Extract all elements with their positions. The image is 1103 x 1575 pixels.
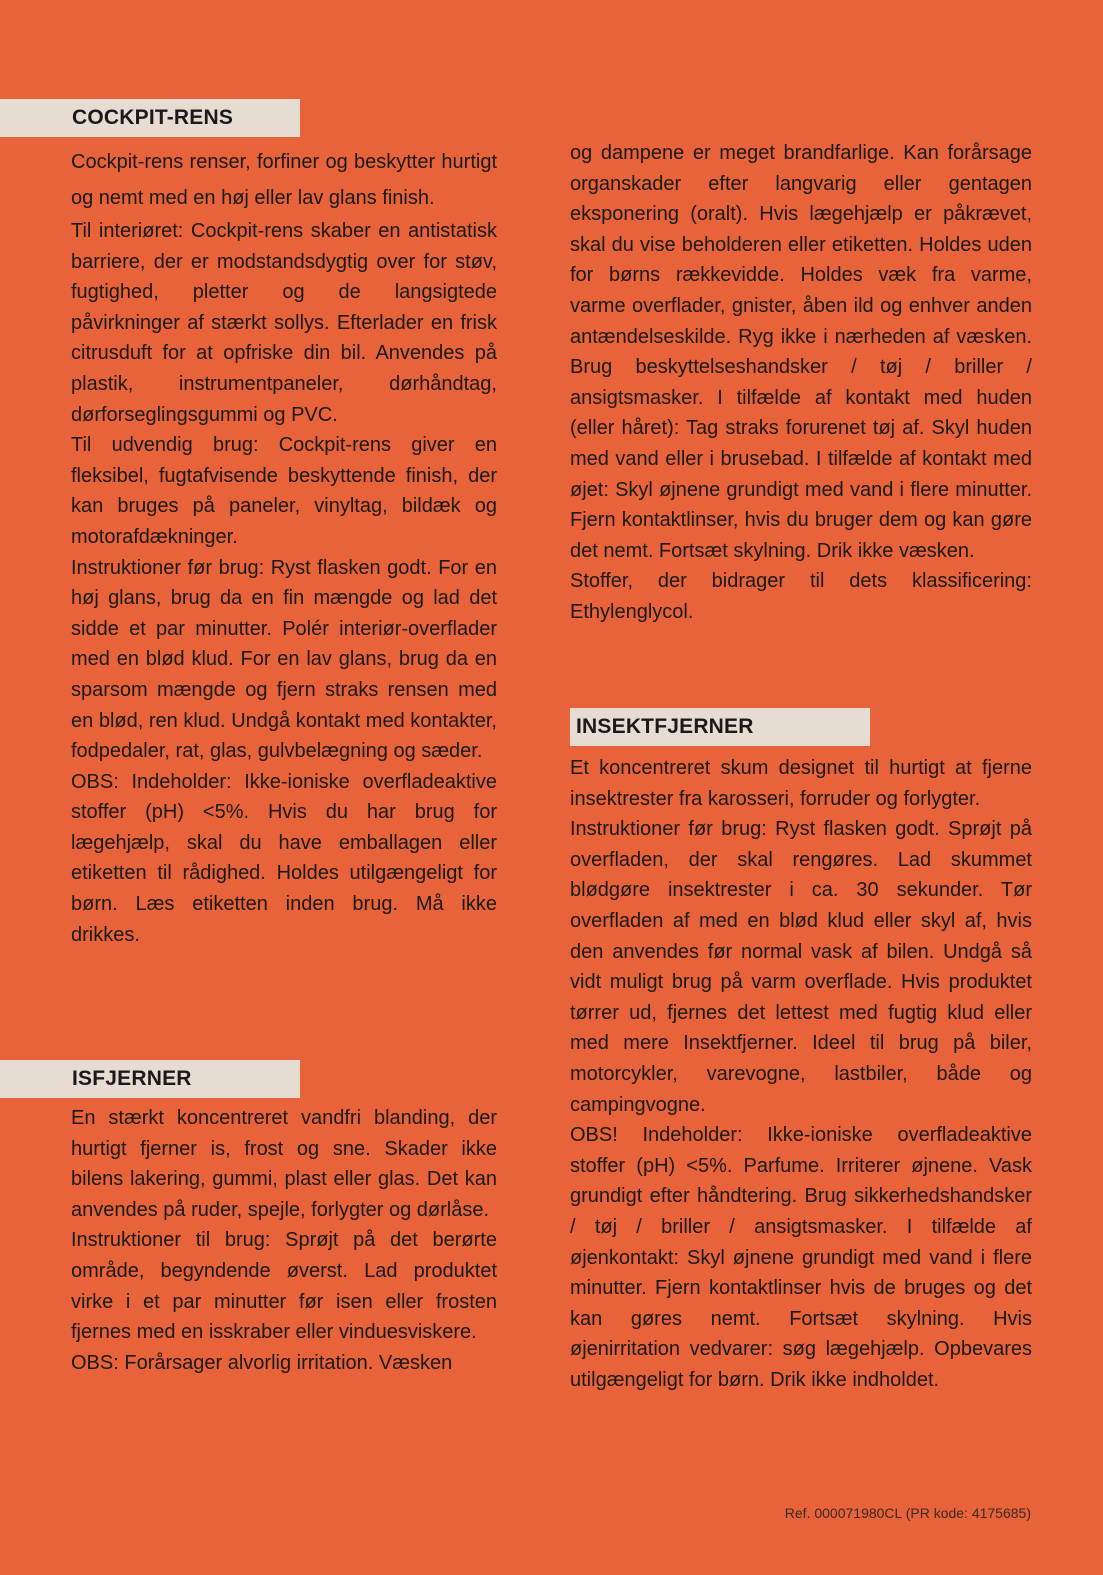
isfjerner-warning-start: OBS: Forårsager alvorlig irritation. Væsken bbox=[71, 1351, 453, 1374]
isfjerner-body bbox=[71, 1103, 497, 1378]
reference-code: Ref. 000071980CL (PR kode: 4175685) bbox=[784, 1505, 1031, 1521]
cockpit-rens-heading bbox=[0, 99, 300, 137]
cockpit-rens-body bbox=[71, 144, 497, 950]
insektfjerner-instructions: Instruktioner før brug: Ryst flasken godt. Sprøjt på overfladen, der skal rengøres. Lad skummet blødgøre insektrester i ca. 30 sekunder. Tør overfladen af med en blød klud eller skyl af, hvis den anvendes før normal vask af bilen. Undgå så vidt muligt brug på varm overflade. Hvis produktet tørrer ud, fjernes det lettest med fugtig klud eller med mere Insektfjerner. Ideel til brug på biler, motorcykler, varevogne, lastbiler, både og campingvogne. bbox=[570, 818, 1032, 1116]
cockpit-rens-interior: Til interiøret: Cockpit-rens skaber en antistatisk barriere, der er modstandsdygtig over for støv, fugtighed, pletter og de langsigtede påvirkninger af stærkt sollys. Efterlader en frisk citrusduft for at opfriske din bil. Anvendes på plastik, instrumentpaneler, dørhåndtag, dørforseglingsgummi og PVC. bbox=[71, 220, 497, 426]
isfjerner-heading bbox=[0, 1060, 300, 1098]
isfjerner-instructions: Instruktioner til brug: Sprøjt på det berørte område, begyndende øverst. Lad produktet virke i et par minutter før isen eller frosten fjernes med en isskraber eller vinduesviskere. bbox=[71, 1229, 497, 1344]
insektfjerner-heading bbox=[570, 708, 870, 746]
cockpit-rens-exterior: Til udvendig brug: Cockpit-rens giver en fleksibel, fugtafvisende beskyttende finish, der kan bruges på paneler, vinyltag, bildæk og motorafdækninger. bbox=[71, 434, 497, 548]
insektfjerner-warning: OBS! Indeholder: Ikke-ioniske overfladeaktive stoffer (pH) <5%. Parfume. Irriterer øjnene. Vask grundigt efter håndtering. Brug sikkerhedshandsker / tøj / briller / ansigtsmasker. I tilfælde af øjenkontakt: Skyl øjnene grundigt med vand i flere minutter. Fjern kontaktlinser hvis de bruges og det kan gøres nemt. Fortsæt skylning. Hvis øjenirritation vedvarer: søg lægehjælp. Opbevares utilgængeligt for børn. Drik ikke indholdet. bbox=[570, 1124, 1032, 1391]
insektfjerner-intro: Et koncentreret skum designet til hurtigt at fjerne insektrester fra karosseri, forruder og forlygter. bbox=[570, 757, 1032, 810]
isfjerner-continued-body bbox=[570, 138, 1032, 628]
isfjerner-substances: Stoffer, der bidrager til dets klassificering: Ethylenglycol. bbox=[570, 570, 1032, 623]
isfjerner-intro: En stærkt koncentreret vandfri blanding, der hurtigt fjerner is, frost og sne. Skader ikke bilens lakering, gummi, plast eller glas. Det kan anvendes på ruder, spejle, forlygter og dørlåse. bbox=[71, 1107, 497, 1221]
insektfjerner-body bbox=[570, 753, 1032, 1395]
cockpit-rens-instructions: Instruktioner før brug: Ryst flasken godt. For en høj glans, brug da en fin mængde og lad det sidde et par minutter. Polér interiør-overflader med en blød klud. For en lav glans, brug da en sparsom mængde og fjern straks rensen med en blød, ren klud. Undgå kontakt med kontakter, fodpedaler, rat, glas, gulvbelægning og sæder. bbox=[71, 556, 497, 763]
cockpit-rens-heading-text: COCKPIT-RENS bbox=[72, 106, 234, 129]
isfjerner-warning-continued: og dampene er meget brandfarlige. Kan forårsage organskader efter langvarig eller gentagen eksponering (oralt). Hvis lægehjælp er påkrævet, skal du vise beholderen eller etiketten. Holdes uden for børns rækkevidde. Holdes væk fra varme, varme overflader, gnister, åben ild og enhver anden antændelseskilde. Ryg ikke i nærheden af væsken. Brug beskyttelseshandsker / tøj / briller / ansigtsmasker. I tilfælde af kontakt med huden (eller håret): Tag straks forurenet tøj af. Skyl huden med vand eller i brusebad. I tilfælde af kontakt med øjet: Skyl øjnene grundigt med vand i flere minutter. Fjern kontaktlinser, hvis du bruger dem og kan gøre det nemt. Fortsæt skylning. Drik ikke væsken. bbox=[570, 142, 1032, 562]
cockpit-rens-warning: OBS: Indeholder: Ikke-ioniske overfladeaktive stoffer (pH) <5%. Hvis du har brug for lægehjælp, skal du have emballagen eller etiketten til rådighed. Holdes utilgængeligt for børn. Læs etiketten inden brug. Må ikke drikkes. bbox=[71, 770, 497, 946]
isfjerner-heading-text: ISFJERNER bbox=[72, 1067, 192, 1090]
insektfjerner-heading-text: INSEKTFJERNER bbox=[576, 715, 754, 738]
cockpit-rens-intro: Cockpit-rens renser, forfiner og beskytter hurtigt og nemt med en høj eller lav glans finish. bbox=[71, 151, 497, 209]
